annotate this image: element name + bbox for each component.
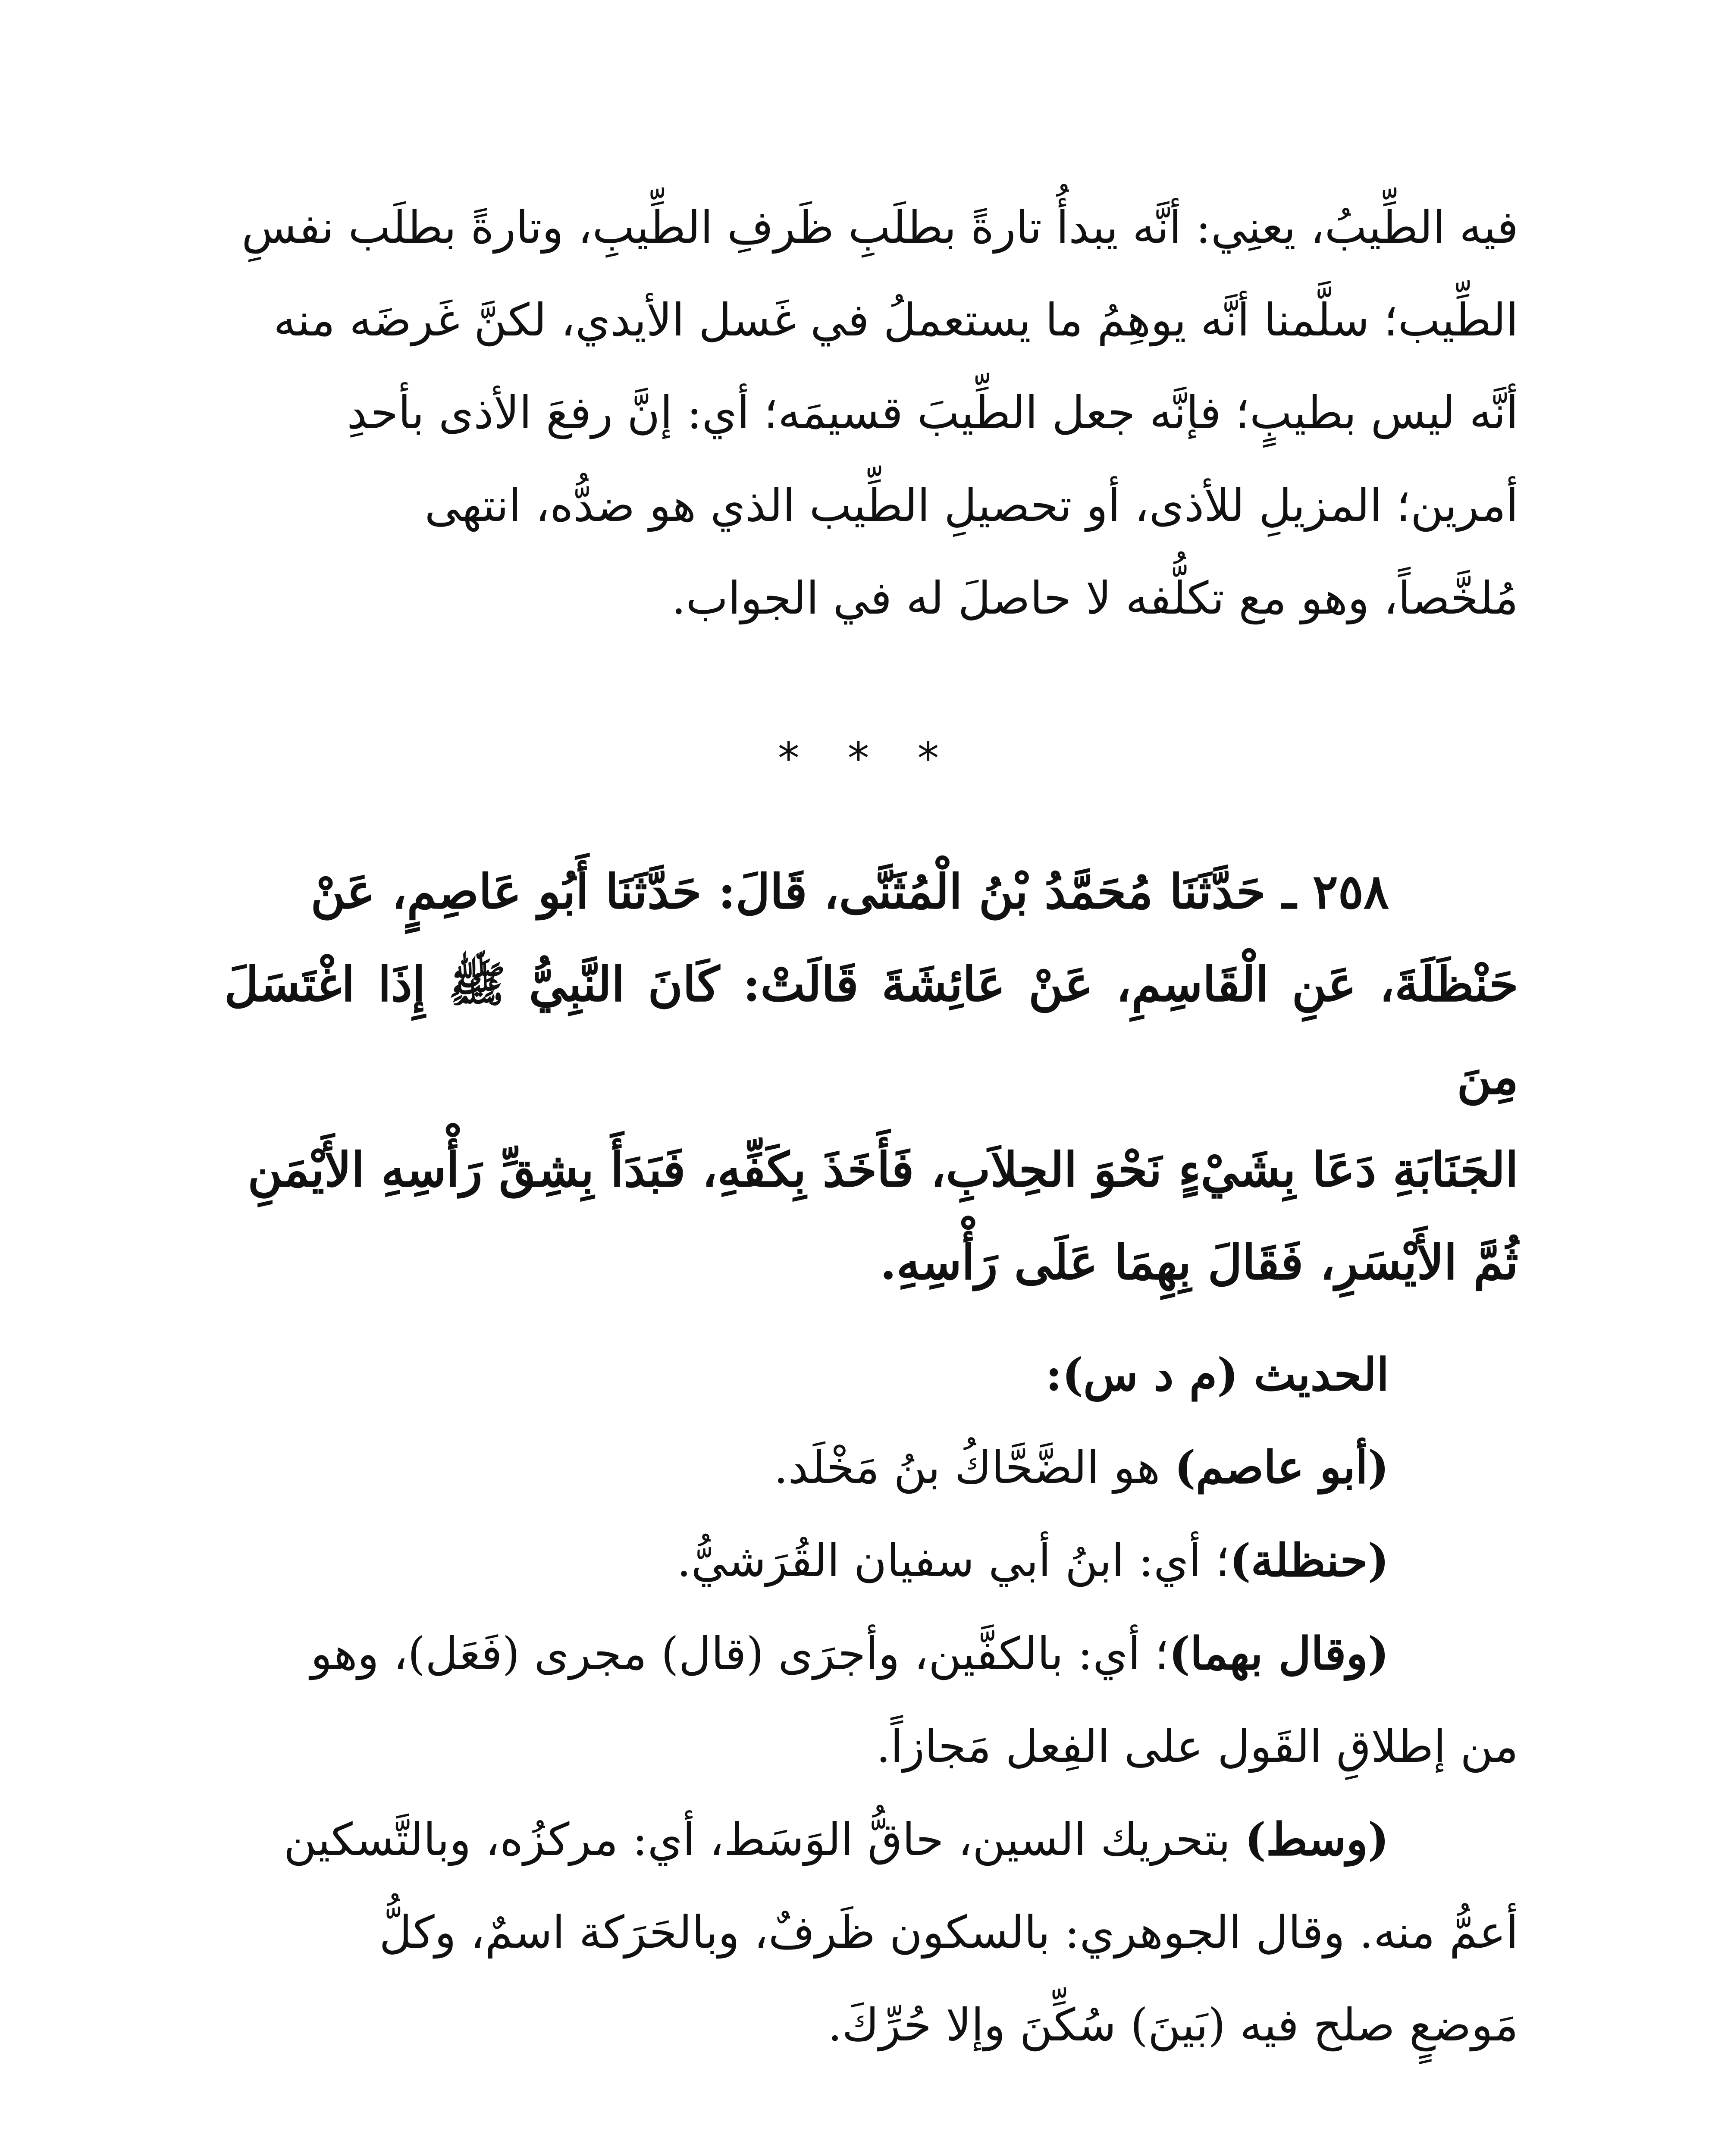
note-term: (حنظلة)	[1229, 1534, 1389, 1587]
note-text: ؛ أي: بالكفَّين، وأجرَى (قال) مجرى (فَعَل)، وهو	[310, 1627, 1169, 1680]
note-item	[224, 1793, 1518, 1886]
note-term: (وقال بهما)	[1169, 1627, 1389, 1680]
hadith-line: الجَنَابَةِ دَعَا بِشَيْءٍ نَحْوَ الحِلاَبِ، فَأَخَذَ بِكَفِّهِ، فَبَدَأَ بِشِقِّ رَأْسِهِ الأَيْمَنِ	[248, 1142, 1518, 1197]
hadith-line: ٢٥٨ ـ حَدَّثَنَا مُحَمَّدُ بْنُ الْمُثَنَّى، قَالَ: حَدَّثَنَا أَبُو عَاصِمٍ، عَنْ	[310, 864, 1389, 919]
note-continuation: أعمُّ منه. وقال الجوهري: بالسكون ظَرفٌ، وبالحَرَكة اسمٌ، وكلُّ	[379, 1906, 1518, 1959]
note-text: بتحريك السين، حاقُّ الوَسَط، أي: مركزُه، وبالتَّسكين	[283, 1813, 1245, 1866]
note-term: (وسط)	[1245, 1813, 1389, 1866]
commentary-line: الطِّيب؛ سلَّمنا أنَّه يوهِمُ ما يستعملُ في غَسل الأيدي، لكنَّ غَرضَه منه	[273, 294, 1518, 346]
section-separator: * * *	[778, 733, 956, 783]
commentary-line: فيه الطِّيبُ، يعنِي: أنَّه يبدأُ تارةً بطلَبِ ظَرفِ الطِّيبِ، وتارةً بطلَب نفسِ	[241, 201, 1518, 254]
note-text: ؛ أي: ابنُ أبي سفيان القُرَشيُّ.	[677, 1534, 1230, 1587]
commentary-line: مُلخَّصاً، وهو مع تكلُّفه لا حاصلَ له في الجواب.	[671, 572, 1518, 624]
notes-heading: الحديث (م د س):	[1045, 1348, 1389, 1401]
hadith-text	[224, 845, 1518, 1309]
note-continuation: من إطلاقِ القَول على الفِعل مَجازاً.	[876, 1720, 1518, 1773]
note-term: (أبو عاصم)	[1174, 1441, 1389, 1494]
hadith-line: حَنْظَلَةَ، عَنِ الْقَاسِمِ، عَنْ عَائِشَةَ قَالَتْ: كَانَ النَّبِيُّ ﷺ إِذَا اغْتَسَلَ مِنَ	[224, 956, 1518, 1105]
commentary-paragraph	[224, 181, 1518, 645]
hadith-line: ثُمَّ الأَيْسَرِ، فَقَالَ بِهِمَا عَلَى رَأْسِهِ.	[880, 1235, 1518, 1290]
commentary-line: أنَّه ليس بطيبٍ؛ فإنَّه جعل الطِّيبَ قسيمَه؛ أي: إنَّ رفعَ الأذى بأحدِ	[347, 386, 1518, 439]
note-continuation: مَوضعٍ صلح فيه (بَينَ) سُكِّنَ وإلا حُرِّكَ.	[828, 1999, 1518, 2051]
hadith-notes	[224, 1328, 1518, 2071]
note-item	[224, 1607, 1518, 1700]
note-item	[224, 1421, 1518, 1514]
note-item	[224, 1514, 1518, 1607]
note-text: هو الضَّحَّاكُ بنُ مَخْلَد.	[774, 1441, 1175, 1494]
commentary-line: أمرين؛ المزيلِ للأذى، أو تحصيلِ الطِّيب الذي هو ضدُّه، انتهى	[424, 479, 1518, 532]
